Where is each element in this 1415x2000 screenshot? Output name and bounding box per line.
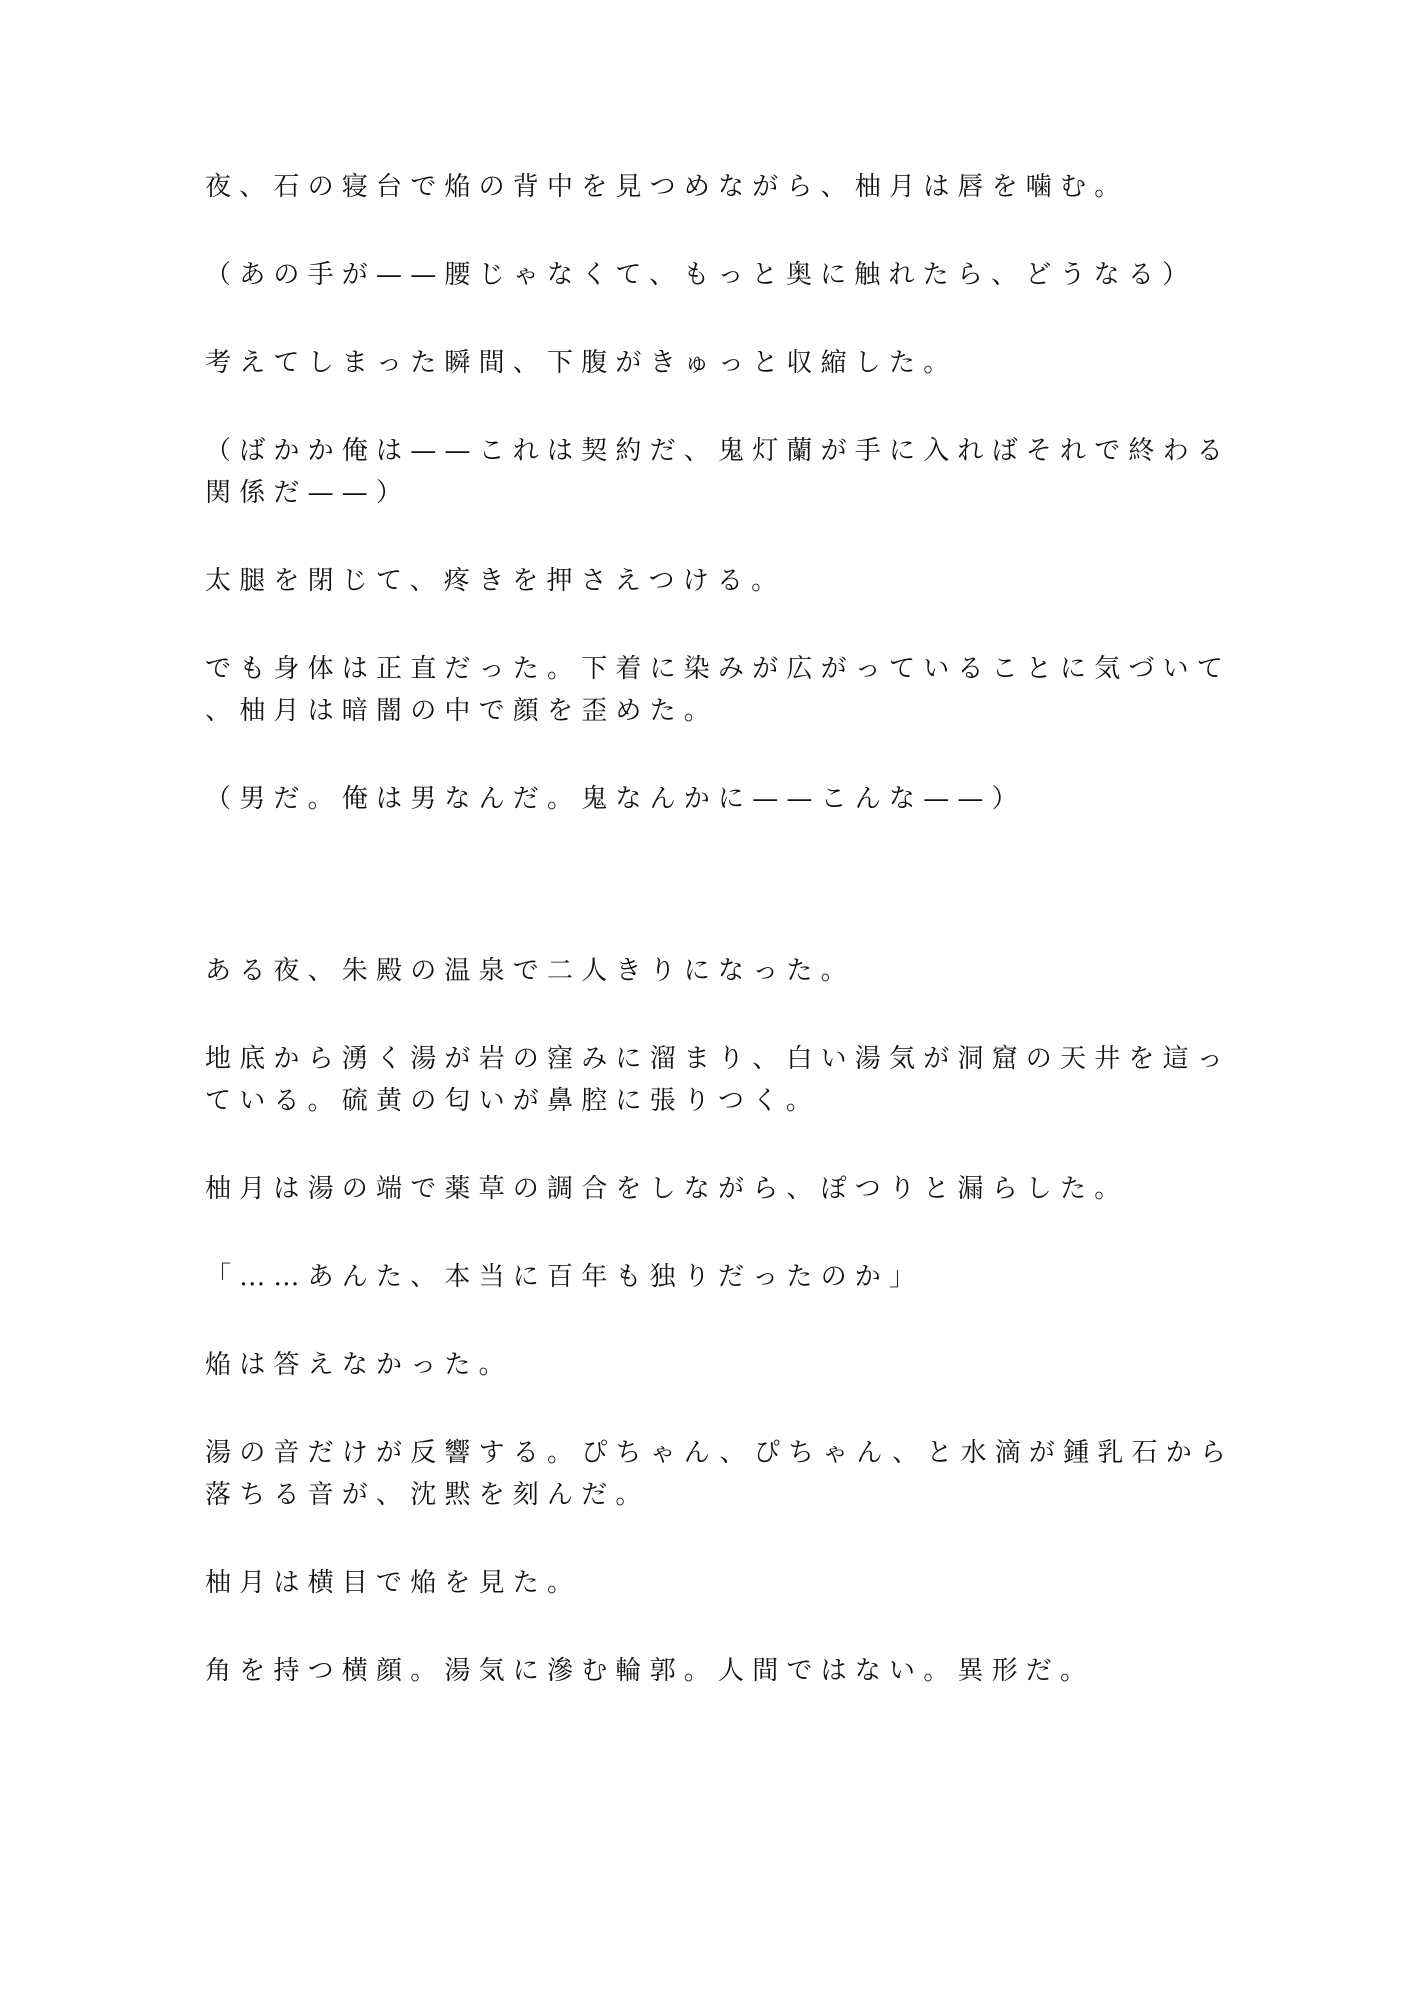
paragraph — [205, 1038, 1232, 1122]
text-line: 柚月は横目で焔を見た。 — [205, 1568, 582, 1598]
text-line: （男だ。俺は男なんだ。鬼なんかに——こんな——） — [205, 784, 1026, 814]
text-line: 「……あんた、本当に百年も独りだったのか」 — [205, 1262, 924, 1292]
paragraph — [205, 1562, 1185, 1604]
paragraph — [205, 1256, 1185, 1298]
paragraph — [205, 430, 1232, 514]
text-line: 地底から湧く湯が岩の窪みに溜まり、白い湯気が洞窟の天井を這っ — [205, 1044, 1232, 1074]
text-line: 焔は答えなかった。 — [205, 1350, 513, 1380]
text-line: 考えてしまった瞬間、下腹がきゅっと収縮した。 — [205, 348, 958, 378]
paragraph — [205, 254, 1197, 296]
text-line: 落ちる音が、沈黙を刻んだ。 — [205, 1480, 650, 1510]
text-line: 、柚月は暗闇の中で顔を歪めた。 — [205, 696, 719, 726]
paragraph — [205, 1168, 1185, 1210]
text-line: ある夜、朱殿の温泉で二人きりになった。 — [205, 956, 855, 986]
text-line: 夜、石の寝台で焔の背中を見つめながら、柚月は唇を噛む。 — [205, 172, 1129, 202]
text-line: 太腿を閉じて、疼きを押さえつける。 — [205, 566, 786, 596]
paragraph — [205, 1650, 1185, 1692]
text-line: 湯の音だけが反響する。ぴちゃん、ぴちゃん、と水滴が鍾乳石から — [205, 1438, 1235, 1468]
text-line: （あの手が——腰じゃなくて、もっと奥に触れたら、どうなる） — [205, 260, 1197, 290]
paragraph — [205, 778, 1185, 820]
text-line: （ばかか俺は——これは契約だ、鬼灯蘭が手に入ればそれで終わる — [205, 436, 1232, 466]
paragraph — [205, 1344, 1185, 1386]
paragraph — [205, 166, 1185, 208]
paragraph — [205, 1432, 1235, 1516]
paragraph — [205, 950, 1185, 992]
paragraph — [205, 342, 1185, 384]
text-line: でも身体は正直だった。下着に染みが広がっていることに気づいて — [205, 654, 1232, 684]
body-text — [205, 166, 1235, 1692]
text-line: ている。硫黄の匂いが鼻腔に張りつく。 — [205, 1086, 821, 1116]
paragraph — [205, 648, 1232, 732]
text-line: 角を持つ横顔。湯気に滲む輪郭。人間ではない。異形だ。 — [205, 1656, 1095, 1686]
text-line: 柚月は湯の端で薬草の調合をしながら、ぽつりと漏らした。 — [205, 1174, 1129, 1204]
paragraph — [205, 560, 1185, 602]
text-line: 関係だ——） — [205, 478, 411, 508]
